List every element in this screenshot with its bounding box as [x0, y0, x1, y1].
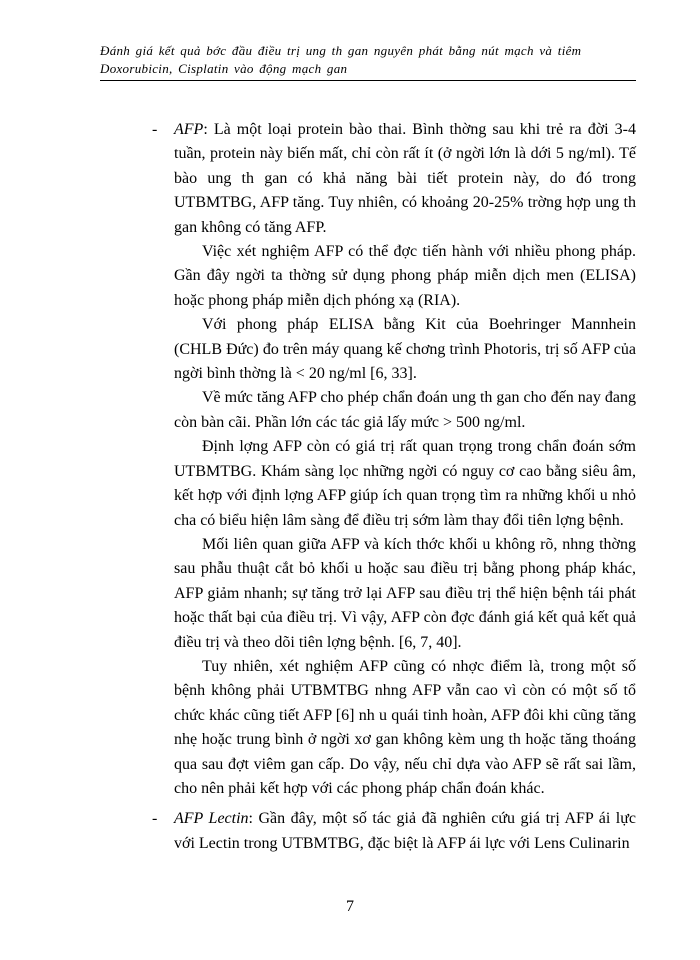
- paragraph: Tuy nhiên, xét nghiệm AFP cũng có nhợc điểm là, trong một số bệnh không phải UTBMTBG nhng AFP vẫn cao vì còn có một số tổ chức khác cũng tiết AFP [6] nh u quái tinh hoàn, AFP đôi khi cũng tăng nhẹ hoặc trung bình ở ngời xơ gan không kèm ung th hoặc tăng thoáng qua sau đợt viêm gan cấp. Do vậy, nếu chỉ dựa vào AFP sẽ rất sai lầm, cho nên phải kết hợp với các phong pháp chẩn đoán khác.: [174, 657, 636, 797]
- header-line-2: Doxorubicin, Cisplatin vào động mạch gan: [100, 61, 348, 76]
- paragraph-text: : Gần đây, một số tác giả đã nghiên cứu giá trị AFP ái lực với Lectin trong UTBMTBG, đặc biệt là AFP ái lực với Lens Culinarin: [174, 810, 636, 852]
- bullet-dash: -: [152, 121, 158, 138]
- header-rule: [100, 80, 636, 81]
- bullet-dash: -: [152, 810, 158, 828]
- paragraph: Với phong pháp ELISA bằng Kit của Boehringer Mannhein (CHLB Đức) đo trên máy quang kế chơng trình Photoris, trị số AFP của ngời bình thờng là < 20 ng/ml [6, 33].: [174, 316, 636, 383]
- bullet-paragraph-afp: [152, 118, 636, 240]
- paragraph: Việc xét nghiệm AFP có thể đợc tiến hành với nhiều phong pháp. Gần đây ngời ta thờng sử dụng phong pháp miễn dịch men (ELISA) hoặc phong pháp miễn dịch phóng xạ (RIA).: [174, 243, 636, 309]
- paragraph: Về mức tăng AFP cho phép chẩn đoán ung th gan cho đến nay đang còn bàn cãi. Phần lớn các tác giả lấy mức > 500 ng/ml.: [174, 389, 636, 431]
- bullet-paragraph-afp-lectin: [152, 807, 636, 856]
- running-header: [100, 42, 640, 78]
- header-line-1: Đánh giá kết quả bớc đầu điều trị ung th gan nguyên phát bằng nút mạch và tiêm: [100, 43, 582, 58]
- body-text: [152, 118, 636, 856]
- page-number: 7: [346, 898, 354, 915]
- paragraph-text: : Là một loại protein bào thai. Bình thờng sau khi trẻ ra đời 3-4 tuần, protein này biến mất, chỉ còn rất ít (ở ngời lớn là dới 5 ng/ml). Tế bào ung th gan có khả năng bài tiết protein này, do đó trong UTBMTBG, AFP tăng. Tuy nhiên, có khoảng 20-25% trờng hợp ung th gan không có tăng AFP.: [174, 121, 636, 236]
- term-afp-lectin: AFP Lectin: [174, 810, 249, 828]
- paragraph: Định lợng AFP còn có giá trị rất quan trọng trong chẩn đoán sớm UTBMTBG. Khám sàng lọc những ngời có nguy cơ cao bằng siêu âm, kết hợp với định lợng AFP giúp ích quan trọng tìm ra những khối u nhỏ cha có biểu hiện lâm sàng để điều trị sớm làm thay đổi tiên lợng bệnh.: [174, 438, 636, 529]
- paragraph: Mối liên quan giữa AFP và kích thớc khối u không rõ, nhng thờng sau phẫu thuật cắt bỏ khối u hoặc sau điều trị bằng phong pháp khác, AFP giảm nhanh; sự tăng trở lại AFP sau điều trị thể hiện bệnh tái phát hoặc thất bại của điều trị. Vì vậy, AFP còn đợc đánh giá kết quả kết quả điều trị và theo dõi tiên lợng bệnh. [6, 7, 40].: [174, 535, 636, 651]
- term-afp: AFP: [174, 121, 204, 138]
